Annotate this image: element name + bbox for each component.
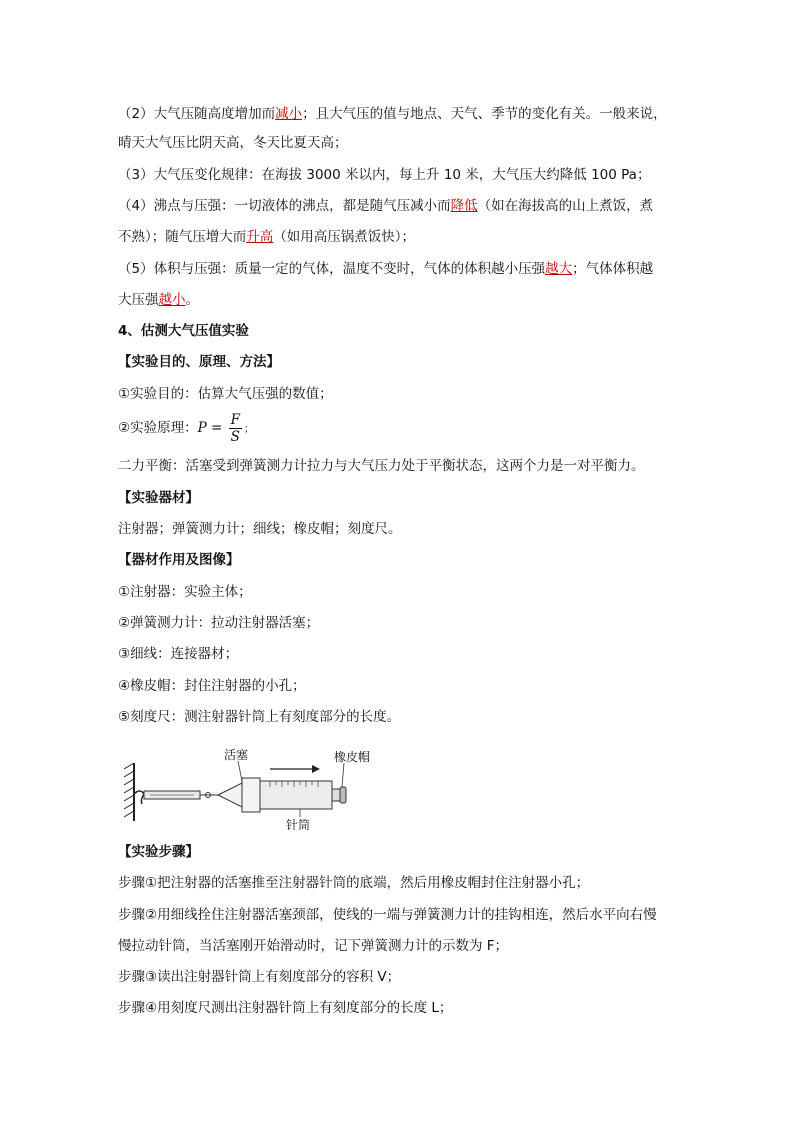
text-segment: （如用高压锅煮饭快）； — [273, 229, 415, 245]
fraction-denominator: S — [230, 429, 240, 445]
text-line: 二力平衡：活塞受到弹簧测力计拉力与大气压力处于平衡状态，这两个力是一对平衡力。 — [118, 458, 645, 474]
syringe-diagram-svg — [120, 745, 390, 830]
label-barrel: 针筒 — [286, 818, 311, 830]
text-line: ④橡皮帽：封住注射器的小孔； — [118, 678, 306, 694]
text-line: ②弹簧测力计：拉动注射器活塞； — [118, 615, 320, 631]
text-line: 步骤①把注射器的活塞推至注射器针筒的底端，然后用橡皮帽封住注射器小孔； — [118, 875, 590, 891]
text-segment: 不熟）；随气压增大而 — [118, 229, 247, 245]
subsection-heading: 【实验步骤】 — [118, 844, 199, 860]
text-line: 注射器；弹簧测力计；细线；橡皮帽；刻度尺。 — [118, 521, 402, 537]
text-line: ⑤刻度尺：测注射器针筒上有刻度部分的长度。 — [118, 709, 401, 725]
subsection-heading: 【实验器材】 — [118, 490, 199, 506]
formula-line — [118, 411, 688, 447]
text-line — [118, 196, 688, 216]
text-segment: （如在海拔高的山上煮饭，煮 — [477, 198, 654, 214]
text-segment: ；且大气压的值与地点、天气、季节的变化有关。一般来说， — [302, 106, 667, 122]
text-line: 步骤②用细线拴住注射器活塞颈部，使线的一端与弹簧测力计的挂钩相连，然后水平向右慢 — [118, 907, 657, 923]
formula — [198, 411, 244, 445]
answer-blank: 升高 — [246, 229, 274, 245]
text-line: ③细线：连接器材； — [118, 646, 239, 662]
section-heading: 4、估测大气压值实验 — [118, 323, 249, 339]
text-segment: ；气体体积越 — [572, 261, 654, 277]
text-line: 晴天大气压比阴天高，冬天比夏天高； — [118, 135, 348, 151]
syringe-diagram — [120, 745, 390, 830]
text-line — [118, 104, 688, 124]
text-line — [118, 290, 688, 310]
text-line — [118, 259, 688, 279]
text-line: （3）大气压变化规律：在海拔 3000 米以内，每上升 10 米，大气压大约降低 100 Pa； — [118, 167, 651, 183]
text-line: 慢拉动针筒，当活塞刚开始滑动时，记下弹簧测力计的示数为 F； — [118, 938, 509, 954]
text-segment: ； — [243, 424, 254, 435]
answer-blank: 降低 — [450, 198, 478, 214]
answer-blank: 越小 — [158, 292, 186, 308]
text-segment: （4）沸点与压强：一切液体的沸点，都是随气压减小而 — [118, 198, 451, 214]
formula-equals: = — [206, 420, 227, 436]
text-segment: 大压强 — [118, 292, 159, 308]
text-segment: ②实验原理： — [118, 420, 198, 436]
label-rubber-cap: 橡皮帽 — [334, 750, 371, 764]
text-segment: （2）大气压随高度增加而 — [118, 106, 276, 122]
text-line: ①注射器：实验主体； — [118, 584, 252, 600]
formula-lhs: P — [197, 420, 207, 436]
text-line — [118, 227, 688, 247]
fraction-numerator: F — [230, 412, 240, 428]
text-line: 步骤④用刻度尺测出注射器针筒上有刻度部分的长度 L； — [118, 1000, 453, 1016]
text-segment: 。 — [185, 292, 199, 308]
label-piston: 活塞 — [224, 748, 249, 762]
text-segment: （5）体积与压强：质量一定的气体，温度不变时，气体的体积越小压强 — [118, 261, 546, 277]
text-line: ①实验目的：估算大气压强的数值； — [118, 386, 333, 402]
subsection-heading: 【实验目的、原理、方法】 — [118, 354, 280, 370]
answer-blank: 减小 — [275, 106, 303, 122]
answer-blank: 越大 — [545, 261, 573, 277]
subsection-heading: 【器材作用及图像】 — [118, 552, 240, 568]
text-line: 步骤③读出注射器针筒上有刻度部分的容积 V； — [118, 969, 401, 985]
fraction — [229, 412, 242, 445]
